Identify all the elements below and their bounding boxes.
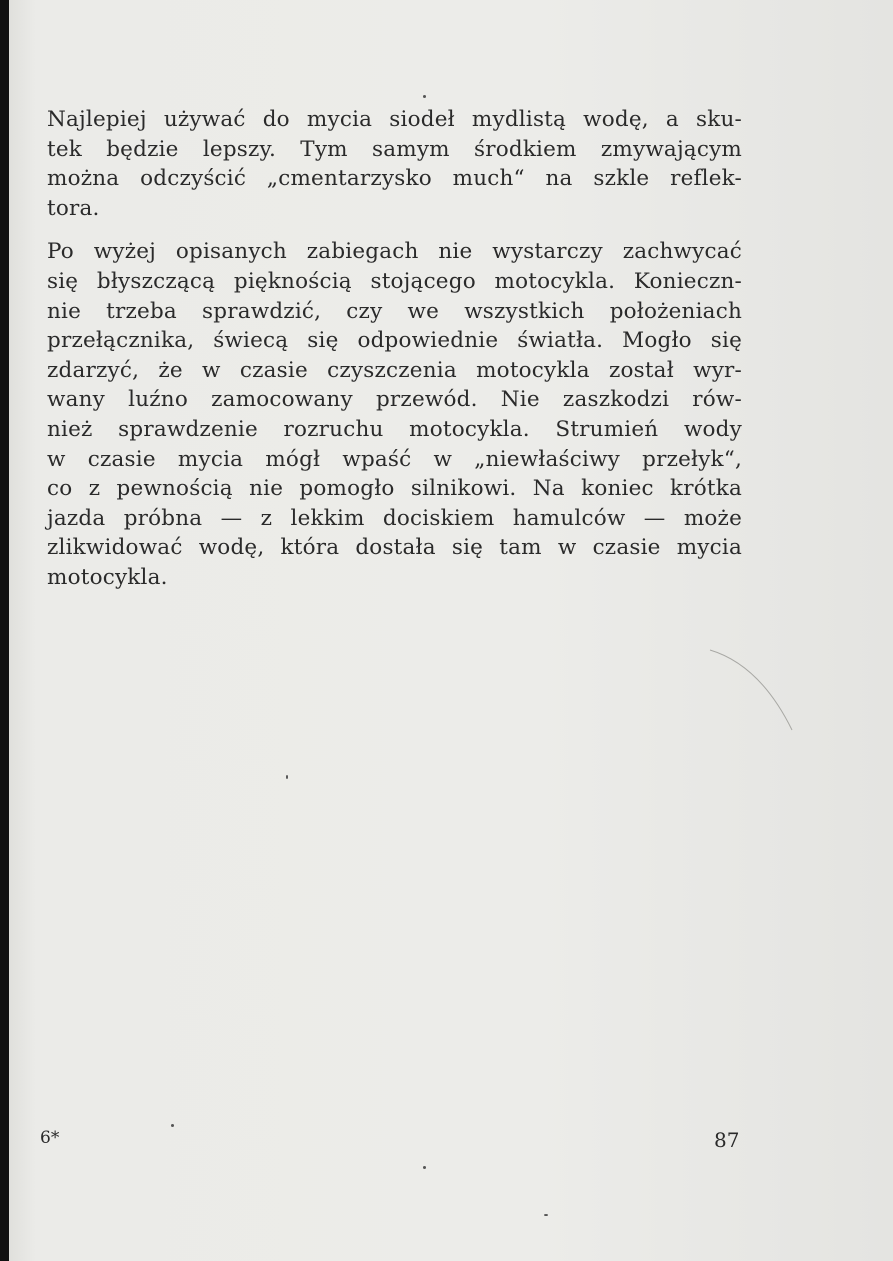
text-line: jazda próbna — z lekkim dociskiem hamulców — może [47,505,742,531]
paper-crease [700,640,810,740]
signature-mark: 6* [40,1128,60,1148]
text-line: przełącznika, świecą się odpowiednie światła. Mogło się [47,328,742,354]
text-line: nie trzeba sprawdzić, czy we wszystkich położeniach [47,298,742,324]
body-text [47,105,742,607]
text-line: wany luźno zamocowany przewód. Nie zaszkodzi rów- [47,387,742,413]
text-line: motocykla. [47,564,168,590]
text-line: Po wyżej opisanych zabiegach nie wystarczy zachwycać [47,239,742,265]
paragraph-2 [47,237,742,592]
text-line: zdarzyć, że w czasie czyszczenia motocykla został wyr- [47,357,742,383]
print-speck [286,775,288,779]
text-line: tek będzie lepszy. Tym samym środkiem zmywającym [47,136,742,162]
text-line: Najlepiej używać do mycia siodeł mydlistą wodę, a sku- [47,107,742,132]
print-speck [171,1124,174,1127]
paragraph-1 [47,105,742,223]
text-line: zlikwidować wodę, która dostała się tam w czasie mycia [47,535,742,561]
print-speck [423,1166,426,1169]
text-line: można odczyścić „cmentarzysko much“ na szkle reflek- [47,166,742,192]
text-line: się błyszczącą pięknością stojącego motocykla. Konieczn- [47,268,742,294]
print-speck [423,95,426,98]
text-line: w czasie mycia mógł wpaść w „niewłaściwy przełyk“, [47,446,742,472]
print-speck [544,1214,548,1216]
text-line: co z pewnością nie pomogło silnikowi. Na koniec krótka [47,476,742,502]
binding-edge [0,0,9,1261]
text-line: tora. [47,195,100,221]
text-line: nież sprawdzenie rozruchu motocykla. Strumień wody [47,416,742,442]
page-number: 87 [714,1128,740,1152]
